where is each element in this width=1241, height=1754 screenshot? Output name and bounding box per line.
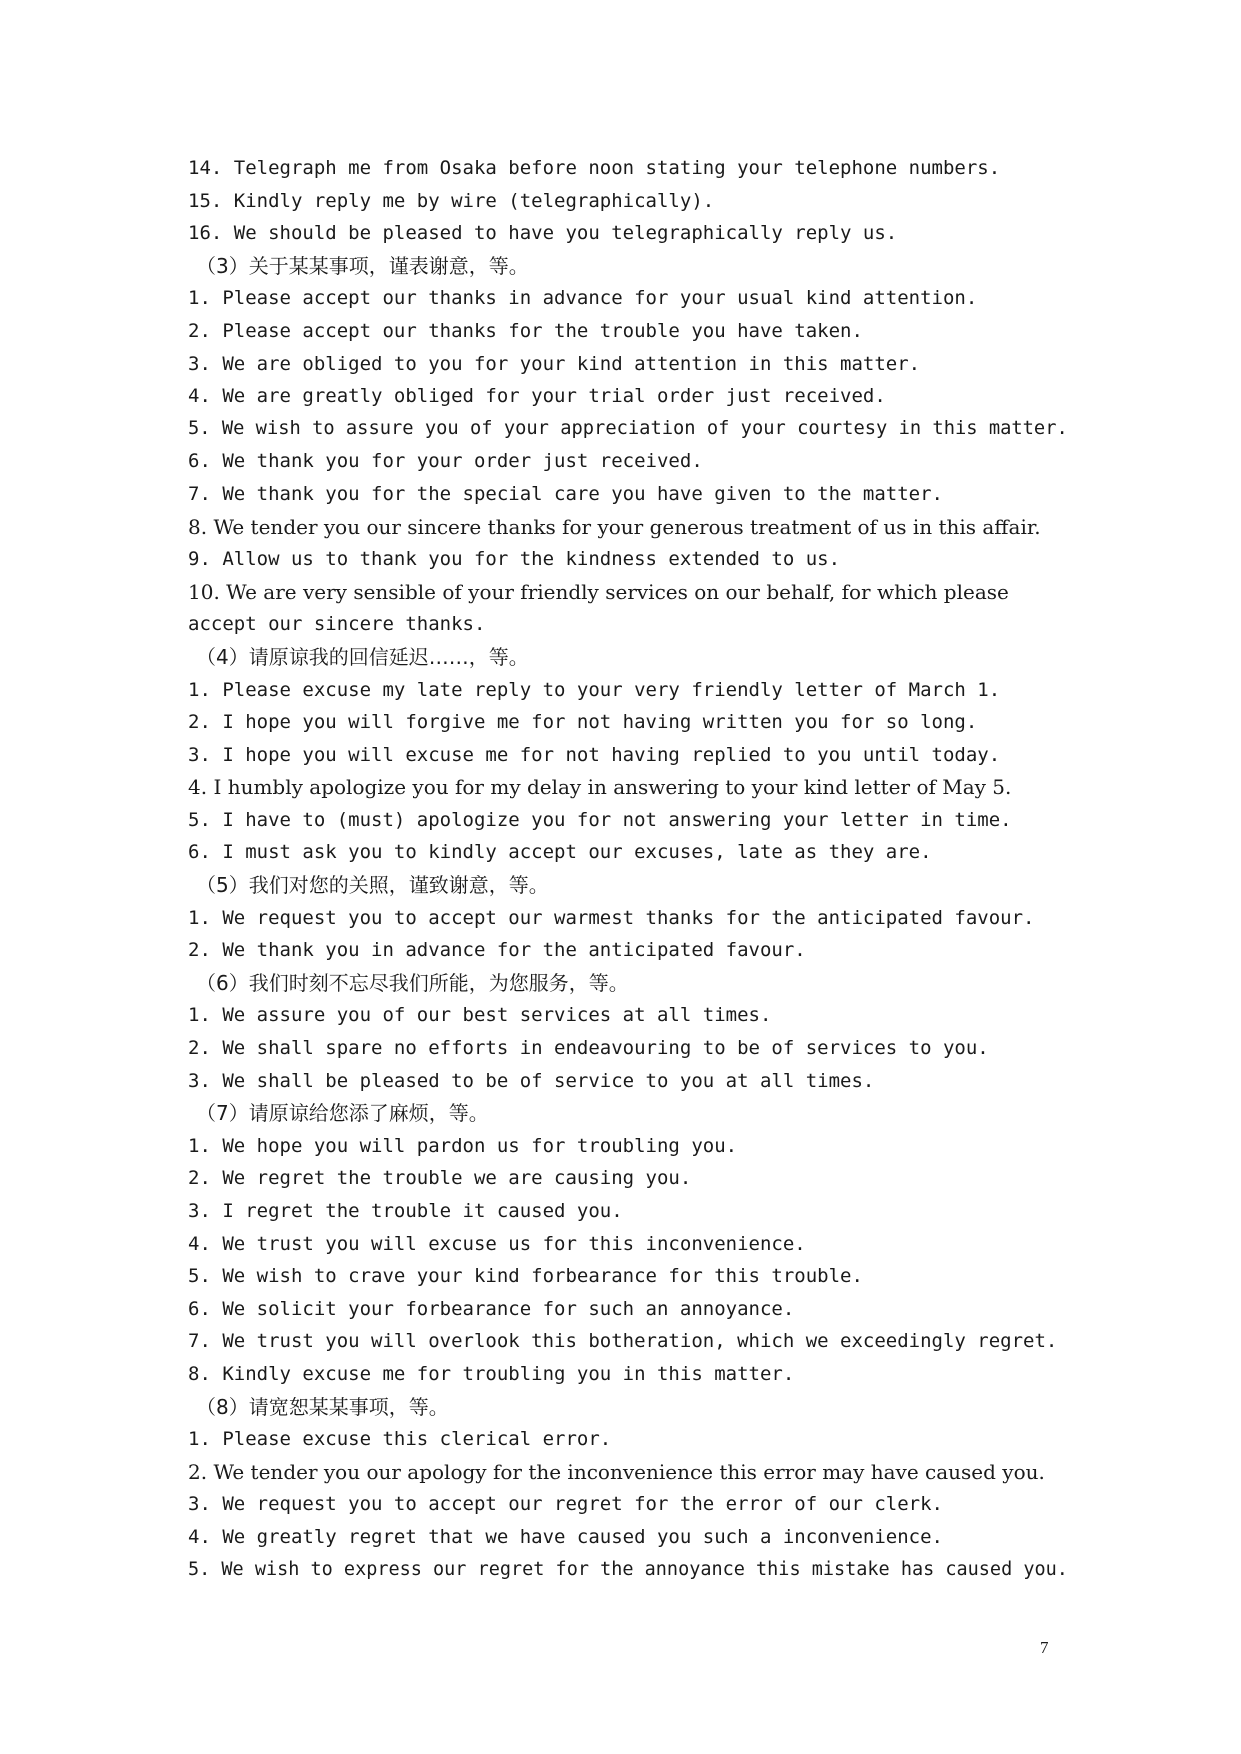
text-line: 8. We tender you our sincere thanks for your generous treatment of us in this affair. [188,514,1041,539]
text-line: 3. We request you to accept our regret for the error of our clerk. [188,1493,943,1516]
text-line: 3. I hope you will excuse me for not having replied to you until today. [188,743,1001,766]
text-line: 4. We are greatly obliged for your trial order just received. [188,385,886,408]
text-line: 6. We solicit your forbearance for such an annoyance. [188,1297,795,1320]
text-line: 3. We are obliged to you for your kind attention in this matter. [188,352,921,375]
text-line: 1. Please accept our thanks in advance for your usual kind attention. [188,287,978,310]
text-line: 1. We request you to accept our warmest thanks for the anticipated favour. [188,906,1035,929]
text-line: 2. We thank you in advance for the anticipated favour. [188,939,806,962]
text-line: 5. We wish to express our regret for the annoyance this mistake has caused you. [188,1558,1068,1580]
page-number: 7 [1040,1638,1049,1657]
text-line: 4. We greatly regret that we have caused you such a inconvenience. [188,1525,943,1548]
text-line: 2. We regret the trouble we are causing you. [188,1167,692,1190]
text-line: 2. I hope you will forgive me for not having written you for so long. [188,711,978,734]
text-line: 5. I have to (must) apologize you for not answering your letter in time. [188,808,1012,831]
text-line: 1. We assure you of our best services at all times. [188,1004,772,1027]
text-line: 4. I humbly apologize you for my delay in answering to your kind letter of May 5. [188,775,1012,800]
text-line: 5. We wish to assure you of your appreciation of your courtesy in this matter. [188,417,1068,439]
text-line: 2. Please accept our thanks for the trouble you have taken. [188,319,863,342]
text-line: 2. We tender you our apology for the inconvenience this error may have caused you. [188,1459,1045,1484]
text-line: 14. Telegraph me from Osaka before noon stating your telephone numbers. [188,157,1001,179]
text-line: 16. We should be pleased to have you telegraphically reply us. [188,222,898,245]
text-line: 1. We hope you will pardon us for troubling you. [188,1134,738,1157]
section-heading: （4）请原谅我的回信延迟……，等。 [196,644,529,669]
text-line: 6. We thank you for your order just received. [188,450,703,473]
text-line: 8. Kindly excuse me for troubling you in this matter. [188,1362,795,1385]
text-line: 6. I must ask you to kindly accept our excuses, late as they are. [188,841,932,864]
text-line: 5. We wish to crave your kind forbearance for this trouble. [188,1265,863,1288]
text-line: 1. Please excuse my late reply to your very friendly letter of March 1. [188,678,1001,701]
text-line: accept our sincere thanks. [188,613,486,636]
section-heading: （7）请原谅给您添了麻烦，等。 [196,1101,489,1126]
page-body [188,152,1068,1586]
section-heading: （8）请宽恕某某事项，等。 [196,1394,449,1419]
section-heading: （6）我们时刻不忘尽我们所能，为您服务，等。 [196,970,629,995]
section-heading: （3）关于某某事项，谨表谢意，等。 [196,253,529,278]
text-line: 4. We trust you will excuse us for this inconvenience. [188,1232,806,1255]
text-line: 9. Allow us to thank you for the kindness extended to us. [188,548,841,571]
text-line: 15. Kindly reply me by wire (telegraphically). [188,189,715,212]
text-line: 1. Please excuse this clerical error. [188,1428,612,1451]
text-line: 7. We thank you for the special care you have given to the matter. [188,482,943,505]
text-line: 10. We are very sensible of your friendly services on our behalf, for which please [188,579,1009,604]
text-line: 2. We shall spare no efforts in endeavouring to be of services to you. [188,1037,989,1060]
section-heading: （5）我们对您的关照，谨致谢意，等。 [196,873,549,898]
text-line: 3. We shall be pleased to be of service to you at all times. [188,1069,875,1092]
text-line: 3. I regret the trouble it caused you. [188,1200,623,1222]
text-line: 7. We trust you will overlook this botheration, which we exceedingly regret. [188,1330,1058,1353]
